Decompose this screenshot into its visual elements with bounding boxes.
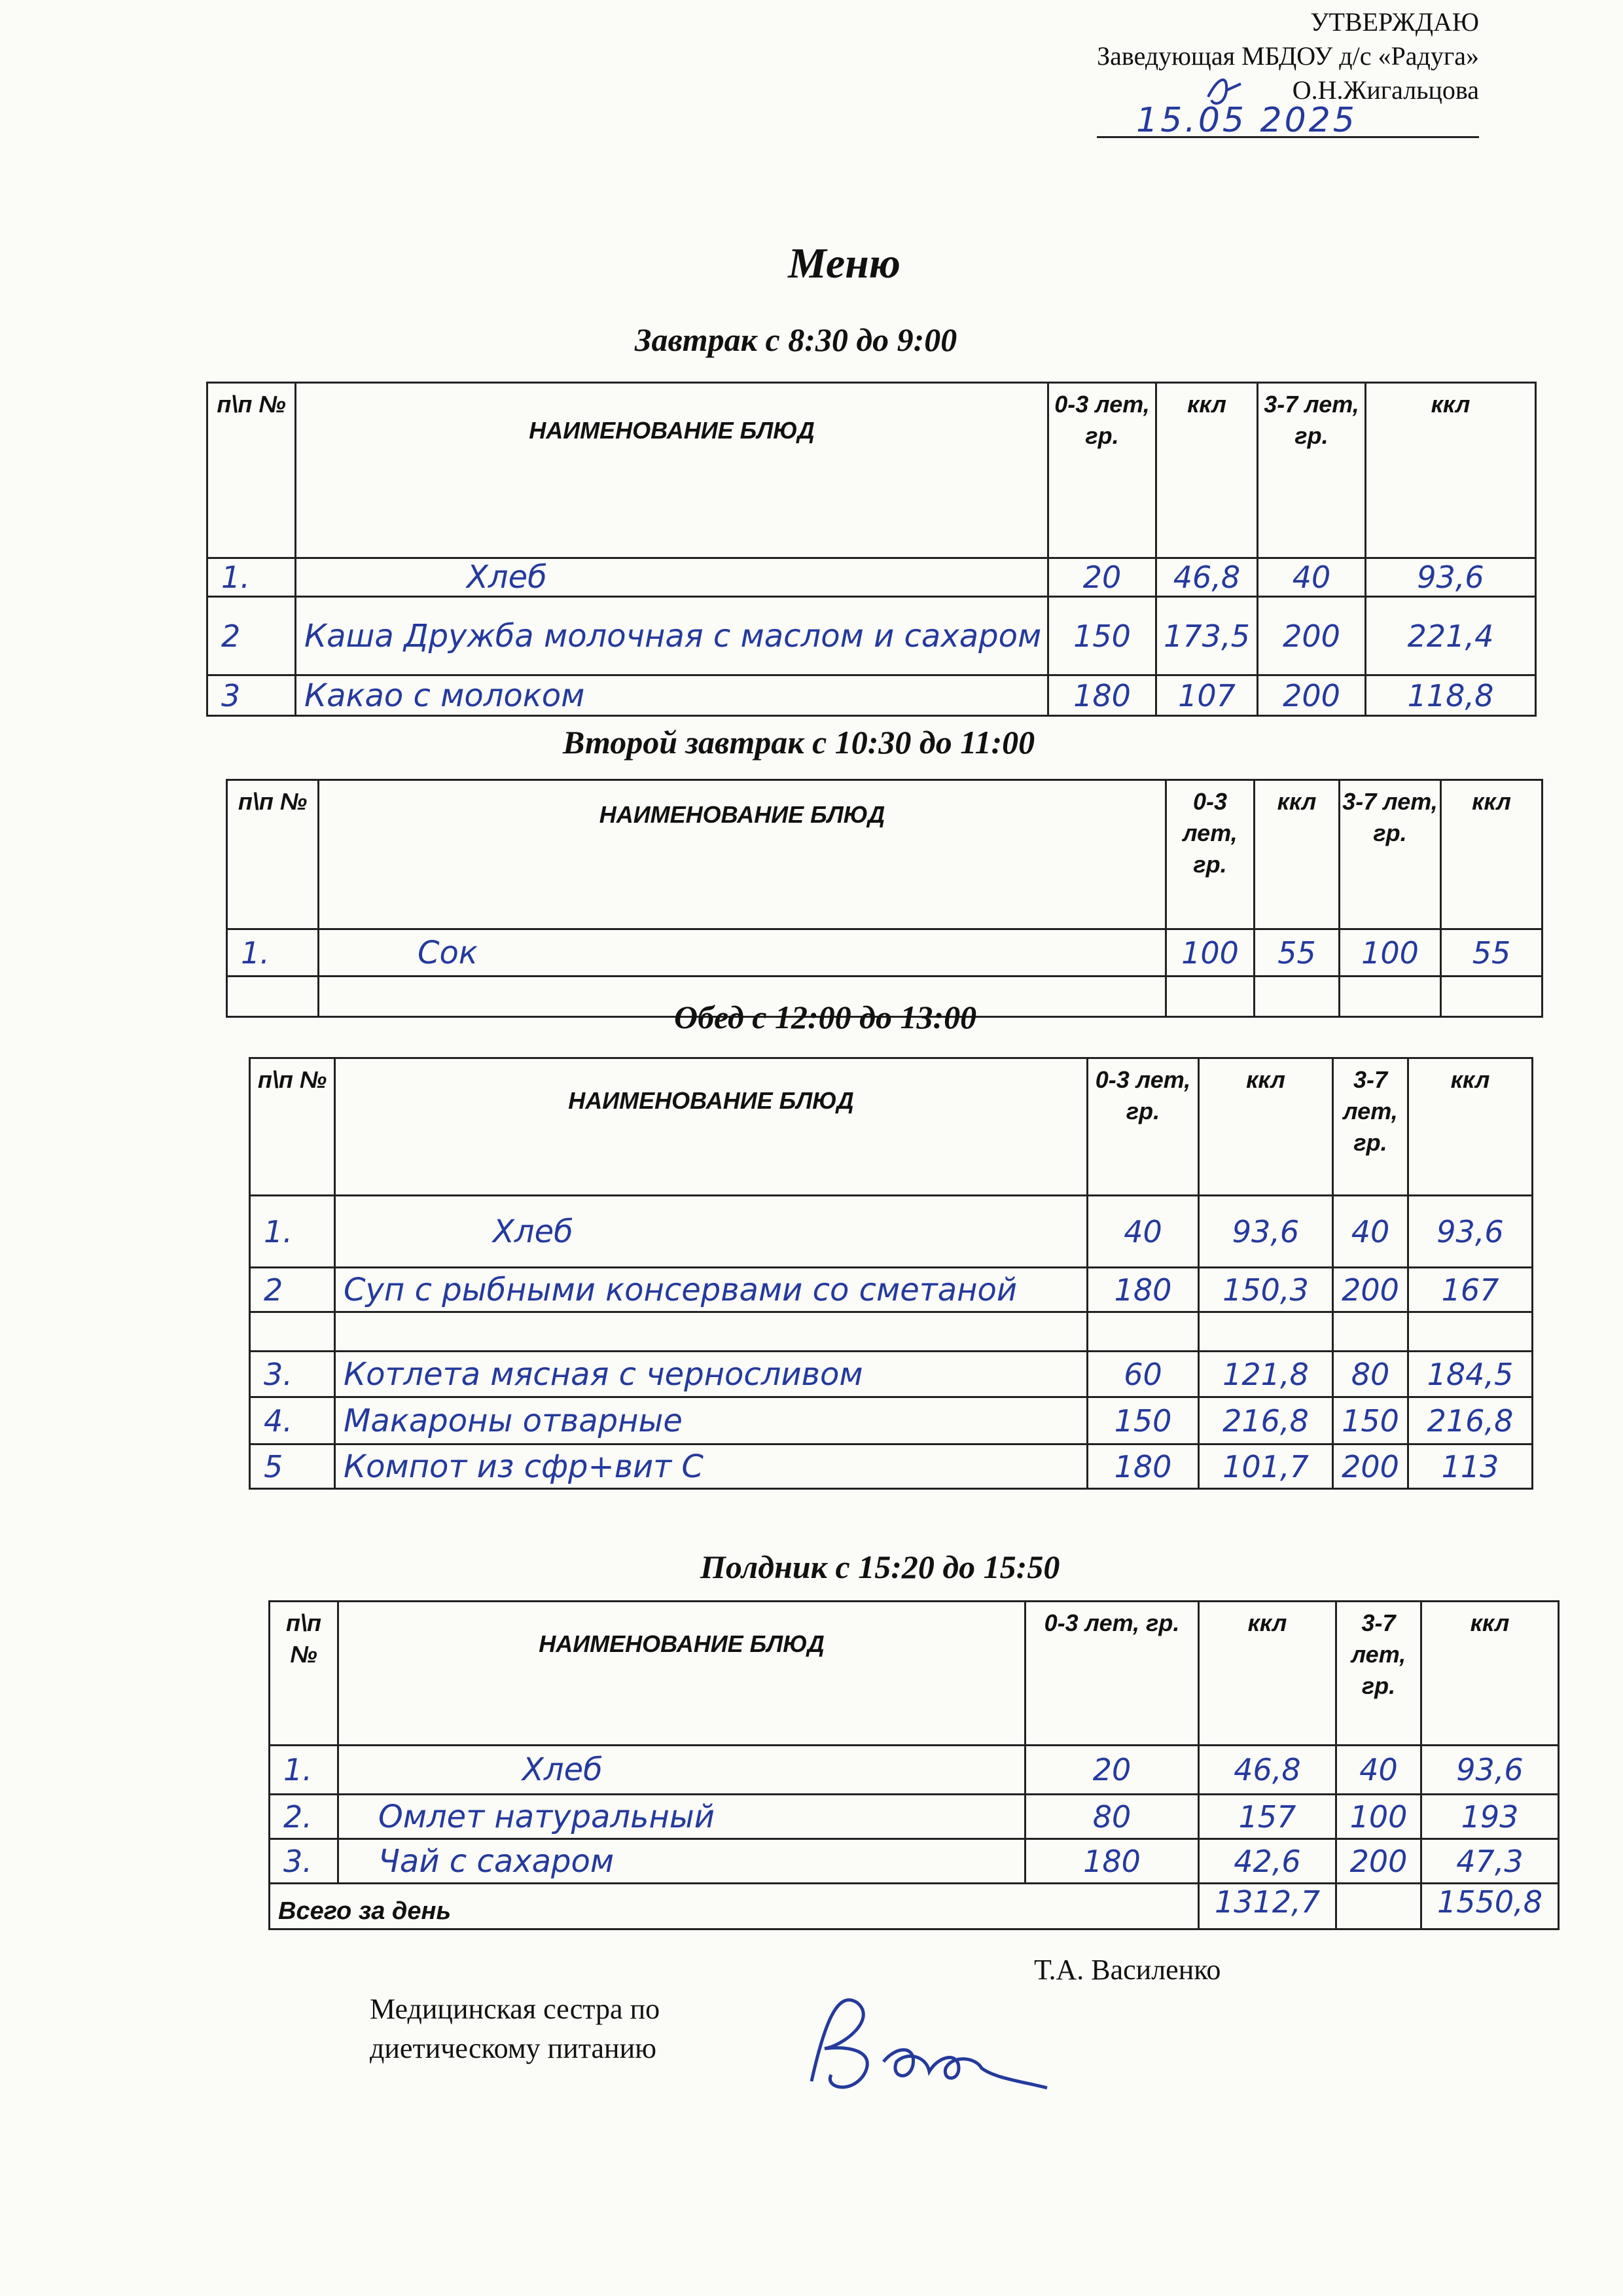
header-age-0-3: 0-3 лет, гр.	[1088, 1058, 1199, 1196]
dish-name: Хлеб	[335, 1196, 1088, 1268]
portion-0-3: 180	[1088, 1444, 1199, 1489]
total-row	[270, 1884, 1559, 1929]
kcal-0-3: 42,6	[1199, 1839, 1336, 1884]
approval-block	[1097, 5, 1479, 140]
portion-3-7: 40	[1336, 1746, 1421, 1795]
header-kcal: ккл	[1441, 780, 1543, 929]
kcal-0-3: 157	[1199, 1795, 1336, 1839]
portion-3-7	[1340, 977, 1441, 1017]
header-kcal: ккл	[1421, 1602, 1559, 1746]
kcal-0-3: 216,8	[1199, 1397, 1333, 1444]
row-num: 3	[207, 675, 296, 716]
portion-3-7: 100	[1336, 1795, 1421, 1839]
portion-0-3: 100	[1166, 929, 1255, 977]
second-breakfast-table	[226, 779, 1543, 1018]
portion-3-7: 40	[1333, 1196, 1408, 1268]
section-title-breakfast: Завтрак с 8:30 до 9:00	[635, 321, 957, 358]
table-row	[250, 1196, 1533, 1268]
table-row	[207, 675, 1536, 716]
row-num: 1.	[250, 1196, 335, 1268]
kcal-3-7: 184,5	[1408, 1352, 1533, 1397]
portion-0-3: 150	[1048, 597, 1156, 675]
header-name: НАИМЕНОВАНИЕ БЛЮД	[335, 1058, 1088, 1196]
dish-name: Суп с рыбными консервами со сметаной	[335, 1268, 1088, 1312]
header-age-3-7: 3-7 лет, гр.	[1258, 383, 1366, 558]
approval-date: 15.05 2025	[1136, 101, 1357, 140]
kcal-0-3: 93,6	[1199, 1196, 1333, 1268]
portion-3-7: 200	[1333, 1444, 1408, 1489]
table-row	[250, 1444, 1533, 1489]
portion-0-3: 40	[1088, 1196, 1199, 1268]
dish-name: Сок	[319, 929, 1166, 977]
portion-0-3	[1088, 1312, 1199, 1352]
portion-0-3: 180	[1088, 1268, 1199, 1312]
portion-0-3: 80	[1026, 1795, 1199, 1839]
kcal-3-7	[1408, 1312, 1533, 1352]
footer-person: Т.А. Василенко	[1034, 1954, 1221, 1986]
table-row	[250, 1312, 1533, 1352]
portion-3-7	[1333, 1312, 1408, 1352]
dish-name: Чай с сахаром	[338, 1839, 1026, 1884]
portion-3-7: 200	[1258, 597, 1366, 675]
kcal-3-7: 47,3	[1421, 1839, 1559, 1884]
header-name: НАИМЕНОВАНИЕ БЛЮД	[319, 780, 1166, 929]
total-label: Всего за день	[270, 1884, 1199, 1929]
footer-position	[370, 1990, 660, 2068]
footer-position-line2: диетическому питанию	[370, 2032, 657, 2064]
table-row	[250, 1397, 1533, 1444]
snack-table	[268, 1600, 1560, 1930]
section-title-second-breakfast: Второй завтрак с 10:30 до 11:00	[563, 724, 1035, 761]
portion-0-3: 60	[1088, 1352, 1199, 1397]
footer-position-line1: Медицинская сестра по	[370, 1993, 660, 2025]
header-age-0-3: 0-3 лет, гр.	[1026, 1602, 1199, 1746]
kcal-0-3: 150,3	[1199, 1268, 1333, 1312]
header-name: НАИМЕНОВАНИЕ БЛЮД	[338, 1602, 1026, 1746]
breakfast-table	[206, 382, 1537, 717]
dish-name: Омлет натуральный	[338, 1795, 1026, 1839]
kcal-0-3	[1255, 977, 1340, 1017]
row-num: 2	[207, 597, 296, 675]
row-num: 1.	[207, 558, 296, 597]
kcal-3-7: 93,6	[1408, 1196, 1533, 1268]
header-age-3-7: 3-7 лет, гр.	[1333, 1058, 1408, 1196]
kcal-0-3	[1199, 1312, 1333, 1352]
total-kcal-3-7: 1550,8	[1421, 1884, 1559, 1929]
portion-3-7: 150	[1333, 1397, 1408, 1444]
portion-0-3: 150	[1088, 1397, 1199, 1444]
portion-3-7: 200	[1336, 1839, 1421, 1884]
kcal-0-3: 107	[1156, 675, 1258, 716]
kcal-3-7: 221,4	[1366, 597, 1536, 675]
header-kcal: ккл	[1156, 383, 1258, 558]
portion-0-3: 180	[1026, 1839, 1199, 1884]
portion-0-3: 20	[1026, 1746, 1199, 1795]
kcal-3-7: 93,6	[1366, 558, 1536, 597]
row-num: 2	[250, 1268, 335, 1312]
page-title: Меню	[788, 240, 901, 287]
approval-date-line	[1097, 136, 1479, 138]
header-age-3-7: 3-7 лет, гр.	[1336, 1602, 1421, 1746]
header-num: п\п №	[270, 1602, 338, 1746]
row-num: 3.	[250, 1352, 335, 1397]
portion-0-3	[1166, 977, 1255, 1017]
portion-0-3: 20	[1048, 558, 1156, 597]
kcal-3-7: 113	[1408, 1444, 1533, 1489]
approval-heading: УТВЕРЖДАЮ	[1310, 7, 1479, 37]
dish-name: Котлета мясная с черносливом	[335, 1352, 1088, 1397]
row-num	[250, 1312, 335, 1352]
dish-name: Компот из сфр+вит С	[335, 1444, 1088, 1489]
row-num: 3.	[270, 1839, 338, 1884]
kcal-3-7: 167	[1408, 1268, 1533, 1312]
row-num: 4.	[250, 1397, 335, 1444]
header-age-0-3: 0-3 лет, гр.	[1048, 383, 1156, 558]
section-title-lunch: Обед с 12:00 до 13:00	[674, 999, 977, 1035]
dish-name: Каша Дружба молочная с маслом и сахаром	[296, 597, 1048, 675]
dish-name: Хлеб	[296, 558, 1048, 597]
lunch-table	[249, 1057, 1533, 1490]
header-kcal: ккл	[1366, 383, 1536, 558]
header-kcal: ккл	[1199, 1058, 1333, 1196]
header-kcal: ккл	[1199, 1602, 1336, 1746]
row-num	[227, 977, 319, 1017]
dish-name: Какао с молоком	[296, 675, 1048, 716]
kcal-0-3: 173,5	[1156, 597, 1258, 675]
portion-3-7: 200	[1333, 1268, 1408, 1312]
header-num: п\п №	[227, 780, 319, 929]
kcal-0-3: 101,7	[1199, 1444, 1333, 1489]
total-kcal-0-3: 1312,7	[1199, 1884, 1336, 1929]
table-row	[207, 597, 1536, 675]
header-num: п\п №	[250, 1058, 335, 1196]
dish-name: Макароны отварные	[335, 1397, 1088, 1444]
header-name: НАИМЕНОВАНИЕ БЛЮД	[296, 383, 1048, 558]
kcal-0-3: 46,8	[1156, 558, 1258, 597]
total-empty	[1336, 1884, 1421, 1929]
table-row	[227, 929, 1543, 977]
row-num: 2.	[270, 1795, 338, 1839]
portion-3-7: 80	[1333, 1352, 1408, 1397]
row-num: 5	[250, 1444, 335, 1489]
kcal-3-7: 118,8	[1366, 675, 1536, 716]
table-row	[250, 1268, 1533, 1312]
kcal-3-7: 93,6	[1421, 1746, 1559, 1795]
table-row	[270, 1839, 1559, 1884]
kcal-0-3: 46,8	[1199, 1746, 1336, 1795]
table-row	[250, 1352, 1533, 1397]
table-row	[270, 1795, 1559, 1839]
approval-position: Заведующая МБДОУ д/с «Радуга»	[1097, 41, 1479, 71]
portion-3-7: 100	[1340, 929, 1441, 977]
table-row	[270, 1746, 1559, 1795]
row-num: 1.	[227, 929, 319, 977]
header-num: п\п №	[207, 383, 296, 558]
kcal-3-7	[1441, 977, 1543, 1017]
kcal-0-3: 55	[1255, 929, 1340, 977]
portion-0-3: 180	[1048, 675, 1156, 716]
header-kcal: ккл	[1255, 780, 1340, 929]
header-age-3-7: 3-7 лет, гр.	[1340, 780, 1441, 929]
kcal-0-3: 121,8	[1199, 1352, 1333, 1397]
signature	[785, 1983, 1060, 2101]
portion-3-7: 40	[1258, 558, 1366, 597]
approval-name: О.Н.Жигальцова	[1292, 75, 1479, 105]
dish-name	[335, 1312, 1088, 1352]
kcal-3-7: 216,8	[1408, 1397, 1533, 1444]
row-num: 1.	[270, 1746, 338, 1795]
section-title-snack: Полдник с 15:20 до 15:50	[700, 1549, 1060, 1585]
kcal-3-7: 55	[1441, 929, 1543, 977]
table-row	[207, 558, 1536, 597]
header-kcal: ккл	[1408, 1058, 1533, 1196]
dish-name: Хлеб	[338, 1746, 1026, 1795]
header-age-0-3: 0-3 лет, гр.	[1166, 780, 1255, 929]
kcal-3-7: 193	[1421, 1795, 1559, 1839]
portion-3-7: 200	[1258, 675, 1366, 716]
